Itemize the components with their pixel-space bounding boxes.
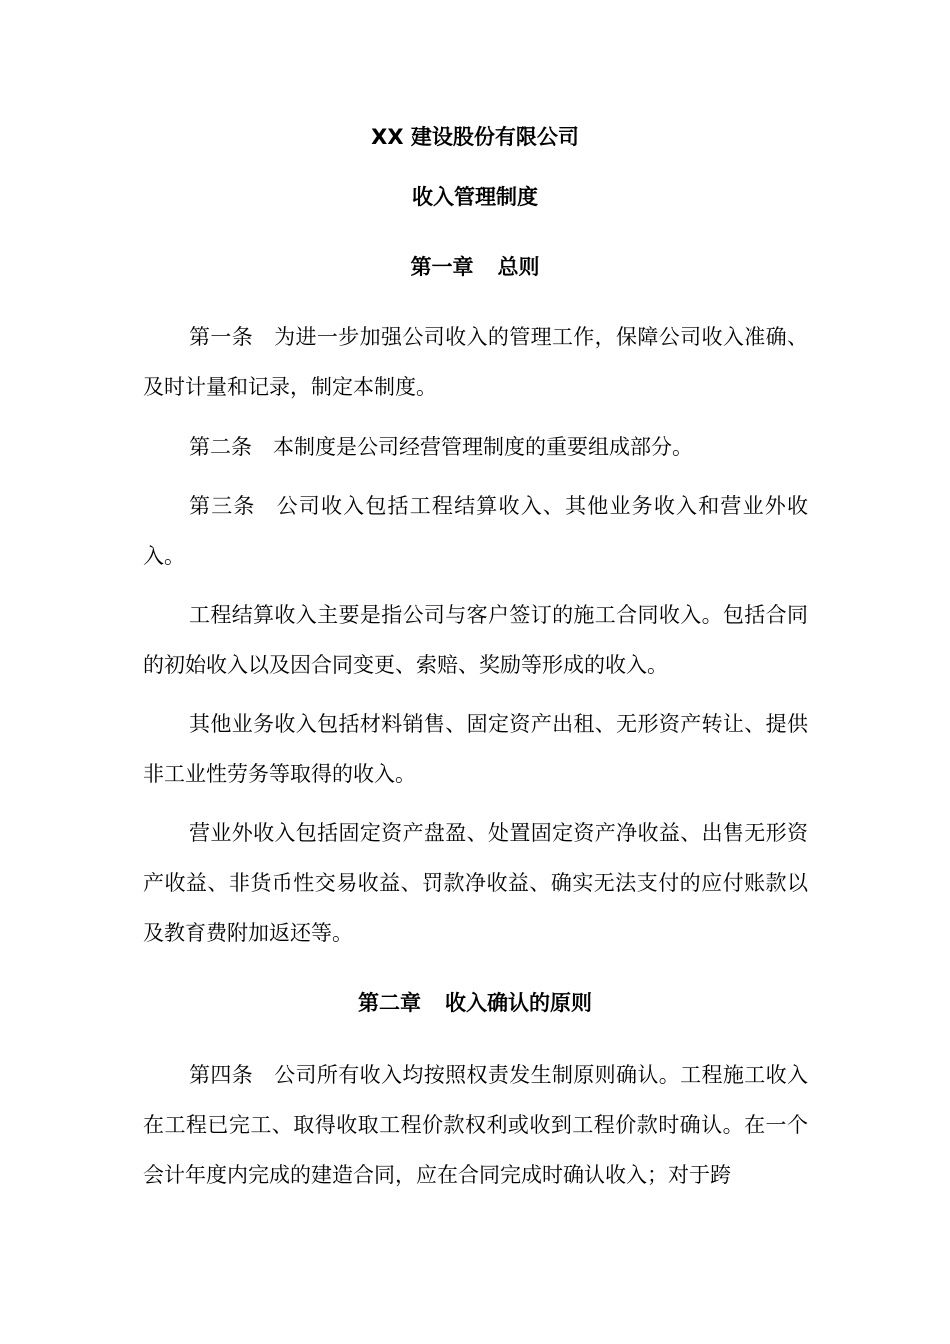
chapter-2-name: 收入确认的原则 <box>445 991 592 1015</box>
article-1-text: 为进一步加强公司收入的管理工作，保障公司收入准确、及时计量和记录，制定本制度。 <box>143 325 809 399</box>
paragraph-engineering-revenue: 工程结算收入主要是指公司与客户签订的施工合同收入。包括合同的初始收入以及因合同变更、索赔、奖励等形成的收入。 <box>143 603 808 677</box>
chapter-1-label: 第一章 <box>410 255 474 279</box>
article-3-text: 公司收入包括工程结算收入、其他业务收入和营业外收入。 <box>143 494 808 568</box>
article-2-text: 本制度是公司经营管理制度的重要组成部分。 <box>273 435 693 459</box>
chapter-2-heading <box>0 988 950 1018</box>
company-title: XX 建设股份有限公司 <box>371 125 579 149</box>
article-1 <box>143 312 808 412</box>
article-2-number: 第二条 <box>189 435 252 459</box>
paragraph-non-operating-revenue: 营业外收入包括固定资产盘盈、处置固定资产净收益、出售无形资产收益、非货币性交易收益、罚款净收益、确实无法支付的应付账款以及教育费附加返还等。 <box>143 821 808 945</box>
chapter-1-name: 总则 <box>497 255 540 279</box>
chapter-1-heading <box>0 252 950 282</box>
article-4 <box>143 1050 808 1200</box>
chapter-2-label: 第二章 <box>358 991 421 1015</box>
article-3 <box>143 481 808 581</box>
article-3-number: 第三条 <box>189 494 256 518</box>
paragraph-other-revenue: 其他业务收入包括材料销售、固定资产出租、无形资产转让、提供非工业性劳务等取得的收入。 <box>143 712 808 786</box>
article-2 <box>143 422 808 472</box>
document-title: 收入管理制度 <box>412 185 538 209</box>
article-4-number: 第四条 <box>189 1063 254 1087</box>
article-4-text: 公司所有收入均按照权责发生制原则确认。工程施工收入在工程已完工、取得收取工程价款权利或收到工程价款时确认。在一个会计年度内完成的建造合同，应在合同完成时确认收入；对于跨 <box>143 1063 809 1187</box>
article-1-number: 第一条 <box>189 325 254 349</box>
